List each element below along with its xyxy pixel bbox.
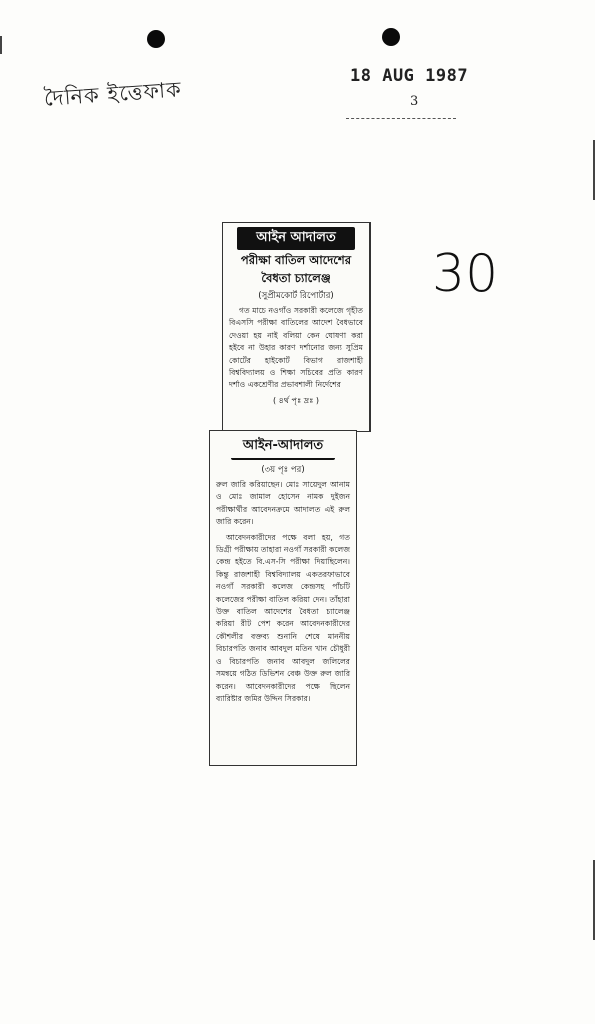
byline: (সুপ্রীমকোর্ট রিপোর্টার): [258, 291, 334, 301]
news-clipping-bottom: [209, 430, 357, 766]
section-head: আইন আদালত: [237, 227, 355, 250]
punch-hole-right: [382, 28, 400, 46]
page-mark: 3: [410, 94, 419, 109]
scan-mark: [0, 36, 2, 54]
newspaper-name: দৈনিক ইত্তেফাক: [43, 77, 183, 111]
date-stamp: 18 AUG 1987: [350, 66, 469, 86]
article-body: [229, 305, 363, 392]
article-body: [216, 479, 350, 705]
divider: [346, 118, 456, 119]
headline-line1: পরীক্ষা বাতিল আদেশের: [240, 253, 352, 267]
punch-hole-left: [147, 30, 165, 48]
headline-line2: বৈধতা চ্যালেঞ্জ: [261, 271, 331, 285]
news-clipping-top: [222, 222, 371, 432]
continued-note: ( ৪র্থ পৃঃ দ্রঃ ): [272, 395, 320, 405]
continued-from-note: (৩য় পৃঃ পর): [261, 465, 305, 475]
article-paragraph: আবেদনকারীদের পক্ষে বলা হয়, গত ডিগ্রী পরীক্ষায় তাহারা নওগাঁ সরকারী কলেজ কেন্দ্র হইতে বি.এস-সি পরীক্ষা দিয়াছিলেন। কিন্তু রাজশাহী বিশ্ববিদ্যালয় একতরফাভাবে নওগাঁ সরকারী কলেজ কেন্দ্রসহ পাঁচটি কলেজের পরীক্ষা বাতিল করিয়া দেন। তাঁহারা উক্ত বাতিল আদেশের বৈধতা চ্যালেঞ্জ করিয়া রীট পেশ করেন আবেদনকারীদের কৌশলীর বক্তব্য শুনানি শেষে মাননীয় বিচারপতি জনাব আবদুল মতিন খান চৌধুরী ও বিচারপতি জনাব আবদুল জলিলের সমন্বয়ে গঠিত ডিভিশন বেঞ্চ উক্ত রুল জারি করেন। আবেদনকারীদের পক্ষে ছিলেন ব্যারিষ্টার জমির উদ্দিন সিরকার।: [216, 532, 350, 703]
article-paragraph: গত মাচে নওগাঁও সরকারী কলেজে গৃহীত বিএসসি পরীক্ষা বাতিলের আদেশ বৈধভাবে দেওয়া হয় নাই বলিয়া কেন ঘোষণা করা হইবে না উহার কারণ দর্শানোর জন্য সুপ্রিম কোর্টের হাইকোর্ট বিভাগ রাজশাহী বিশ্ববিদ্যালয় ও শিক্ষা সচিবের প্রতি কারণ দর্শাও একশ্রেণীর প্রভাবশালী নির্দেশের: [229, 306, 363, 390]
article-paragraph: রুল জারি করিয়াছেন। মোঃ সায়েদুল আনাম ও মোঃ জামাল হোসেন নামক দুইজন পরীক্ষার্থীর আবেদনক্রমে আদালত এই রুল জারি করেন।: [216, 480, 350, 527]
section-head: আইন-আদালত: [231, 435, 335, 460]
folio-number: 30: [432, 244, 499, 304]
